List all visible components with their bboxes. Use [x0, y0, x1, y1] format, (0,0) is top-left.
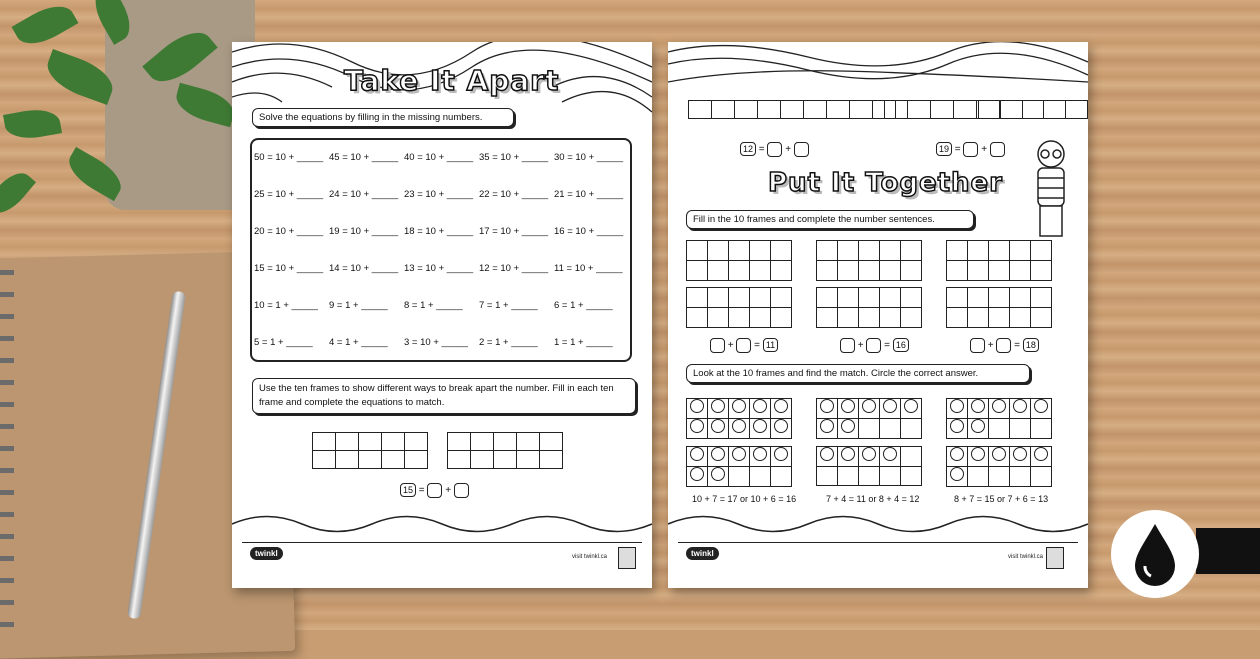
sentence-16: + = 16 [840, 338, 909, 353]
page-title: Take It Apart [344, 64, 560, 97]
equation[interactable]: 3 = 10 + _____ [404, 337, 468, 348]
instruction-1: Solve the equations by filling in the missing numbers. [252, 108, 514, 127]
equation[interactable]: 17 = 10 + _____ [479, 226, 549, 237]
equation[interactable]: 16 = 10 + _____ [554, 226, 624, 237]
counter-dot [883, 399, 897, 413]
instruction-2: Look at the 10 frames and find the match. Circle the correct answer. [686, 364, 1030, 383]
equation[interactable]: 15 = 10 + _____ [254, 263, 324, 274]
target-number: 19 [936, 142, 952, 156]
equation[interactable]: 10 = 1 + _____ [254, 300, 318, 311]
ten-frame[interactable] [447, 432, 563, 469]
answer-box[interactable] [736, 338, 751, 353]
counter-dot [711, 399, 725, 413]
instruction-1: Fill in the 10 frames and complete the number sentences. [686, 210, 974, 229]
equation[interactable]: 18 = 10 + _____ [404, 226, 474, 237]
target-number: 11 [763, 338, 778, 352]
answer-box[interactable] [970, 338, 985, 353]
sentence-12: 12 = + [740, 142, 809, 157]
equation[interactable]: 13 = 10 + _____ [404, 263, 474, 274]
counter-dot [774, 419, 788, 433]
counter-dot [774, 447, 788, 461]
counter-dot [841, 399, 855, 413]
quality-badge [618, 547, 636, 569]
equation[interactable]: 14 = 10 + _____ [329, 263, 399, 274]
dot-ten-frame [686, 398, 792, 439]
equation[interactable]: 50 = 10 + _____ [254, 152, 324, 163]
equation[interactable]: 2 = 1 + _____ [479, 337, 538, 348]
counter-dot [753, 447, 767, 461]
twinkl-logo: twinkl [686, 547, 719, 560]
equation[interactable]: 6 = 1 + _____ [554, 300, 613, 311]
ten-frame[interactable] [978, 100, 1088, 119]
equations-box [250, 138, 632, 362]
visit-url: visit twinkl.ca [1008, 554, 1044, 560]
answer-box[interactable] [794, 142, 809, 157]
ten-frame[interactable] [686, 240, 792, 281]
ten-frame[interactable] [946, 240, 1052, 281]
counter-dot [690, 447, 704, 461]
counter-dot [1013, 399, 1027, 413]
worksheet-put-it-together [668, 42, 1088, 588]
counter-dot [711, 467, 725, 481]
counter-dot [971, 447, 985, 461]
counter-dot [774, 399, 788, 413]
sentence-19: 19 = + [936, 142, 1005, 157]
counter-dot [820, 399, 834, 413]
notebook-rings [0, 270, 14, 630]
target-number: 12 [740, 142, 756, 156]
worksheet-take-it-apart [232, 42, 652, 588]
character-illustration [1028, 136, 1074, 240]
equation[interactable]: 21 = 10 + _____ [554, 189, 624, 200]
answer-box[interactable] [990, 142, 1005, 157]
counter-dot [1034, 399, 1048, 413]
ten-frame[interactable] [946, 287, 1052, 328]
counter-dot [753, 399, 767, 413]
answer-box[interactable] [996, 338, 1011, 353]
counter-dot [950, 419, 964, 433]
answer-box[interactable] [840, 338, 855, 353]
counter-dot [711, 447, 725, 461]
equation[interactable]: 9 = 1 + _____ [329, 300, 388, 311]
equation[interactable]: 1 = 1 + _____ [554, 337, 613, 348]
equation[interactable]: 8 = 1 + _____ [404, 300, 463, 311]
equation[interactable]: 11 = 10 + _____ [554, 263, 623, 274]
dot-ten-frame [946, 398, 1052, 439]
counter-dot [1013, 447, 1027, 461]
footer-divider [242, 542, 642, 543]
counter-dot [690, 399, 704, 413]
ten-frame[interactable] [686, 287, 792, 328]
counter-dot [841, 419, 855, 433]
counter-dot [904, 399, 918, 413]
answer-choice-2[interactable]: 7 + 4 = 11 or 8 + 4 = 12 [826, 494, 920, 504]
answer-choice-1[interactable]: 10 + 7 = 17 or 10 + 6 = 16 [692, 494, 797, 504]
ten-frame[interactable] [780, 100, 896, 119]
counter-dot [711, 419, 725, 433]
equation[interactable]: 30 = 10 + _____ [554, 152, 624, 163]
equation[interactable]: 5 = 1 + _____ [254, 337, 313, 348]
equation[interactable]: 19 = 10 + _____ [329, 226, 399, 237]
equation[interactable]: 25 = 10 + _____ [254, 189, 324, 200]
equation[interactable]: 23 = 10 + _____ [404, 189, 474, 200]
dot-ten-frame [686, 446, 792, 487]
counter-dot [883, 447, 897, 461]
counter-dot [971, 399, 985, 413]
ink-bar [1196, 528, 1260, 574]
dot-ten-frame [946, 446, 1052, 487]
counter-dot [950, 399, 964, 413]
target-number: 18 [1023, 338, 1039, 352]
ten-frame[interactable] [816, 240, 922, 281]
ink-drop-icon [1111, 510, 1199, 598]
answer-choice-3[interactable]: 8 + 7 = 15 or 7 + 6 = 13 [954, 494, 1049, 504]
counter-dot [862, 399, 876, 413]
answer-box[interactable] [866, 338, 881, 353]
counter-dot [690, 419, 704, 433]
counter-dot [992, 399, 1006, 413]
counter-dot [690, 467, 704, 481]
ten-frame[interactable] [312, 432, 428, 469]
counter-dot [753, 419, 767, 433]
equation-15: 15 = + [400, 483, 469, 498]
counter-dot [732, 447, 746, 461]
quality-badge [1046, 547, 1064, 569]
target-number: 15 [400, 483, 416, 497]
answer-box[interactable] [767, 142, 782, 157]
equation[interactable]: 22 = 10 + _____ [479, 189, 549, 200]
counter-dot [862, 447, 876, 461]
twinkl-logo: twinkl [250, 547, 283, 560]
equation[interactable]: 7 = 1 + _____ [479, 300, 538, 311]
footer-divider [678, 542, 1078, 543]
answer-box[interactable] [963, 142, 978, 157]
decorative-wave [232, 504, 652, 544]
counter-dot [971, 419, 985, 433]
equation[interactable]: 12 = 10 + _____ [479, 263, 549, 274]
equation[interactable]: 20 = 10 + _____ [254, 226, 324, 237]
sentence-18: + = 18 [970, 338, 1039, 353]
equation[interactable]: 45 = 10 + _____ [329, 152, 399, 163]
counter-dot [820, 419, 834, 433]
counter-dot [1034, 447, 1048, 461]
equation[interactable]: 35 = 10 + _____ [479, 152, 549, 163]
counter-dot [992, 447, 1006, 461]
counter-dot [950, 447, 964, 461]
sentence-11: + = 11 [710, 338, 778, 353]
instruction-2: Use the ten frames to show different ways to break apart the number. Fill in each ten frame and complete the equations to match. [252, 378, 636, 414]
answer-box[interactable] [427, 483, 442, 498]
answer-box[interactable] [454, 483, 469, 498]
decorative-wave [668, 504, 1088, 544]
counter-dot [732, 399, 746, 413]
equation[interactable]: 24 = 10 + _____ [329, 189, 399, 200]
counter-dot [950, 467, 964, 481]
page-title: Put It Together [768, 168, 1003, 198]
equation[interactable]: 40 = 10 + _____ [404, 152, 474, 163]
dot-ten-frame [816, 398, 922, 439]
counter-dot [732, 419, 746, 433]
answer-box[interactable] [710, 338, 725, 353]
counter-dot [841, 447, 855, 461]
ten-frame[interactable] [816, 287, 922, 328]
dot-ten-frame [816, 446, 922, 486]
visit-url: visit twinkl.ca [572, 554, 608, 560]
counter-dot [820, 447, 834, 461]
equation[interactable]: 4 = 1 + _____ [329, 337, 388, 348]
target-number: 16 [893, 338, 909, 352]
